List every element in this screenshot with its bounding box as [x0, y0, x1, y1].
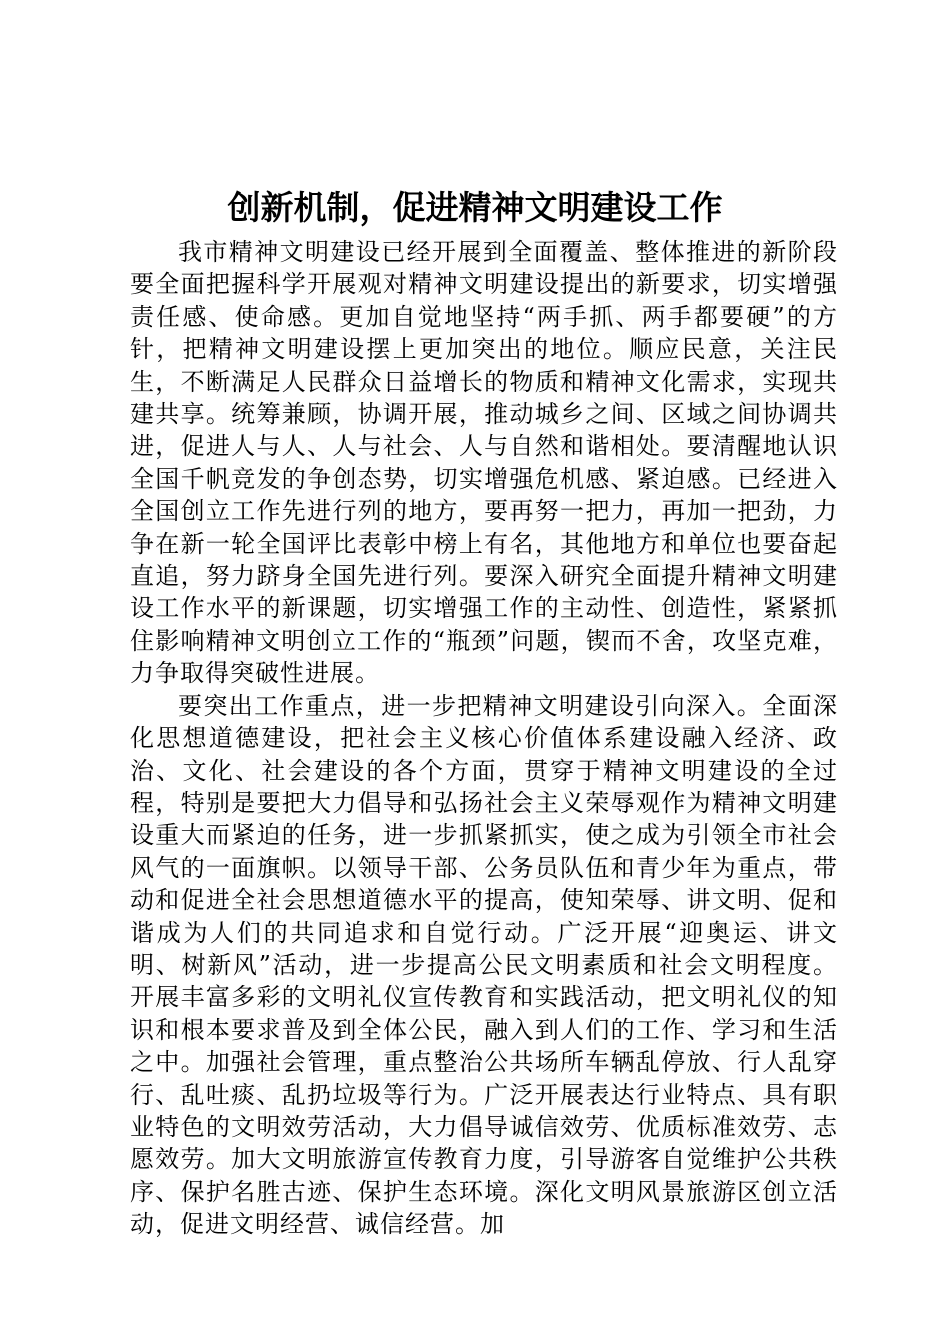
document-body — [130, 236, 838, 1241]
paragraph-1: 我市精神文明建设已经开展到全面覆盖、整体推进的新阶段要全面把握科学开展观对精神文明建设提出的新要求，切实增强责任感、使命感。更加自觉地坚持“两手抓、两手都要硬”的方针，把精神文明建设摆上更加突出的地位。顺应民意，关注民生，不断满足人民群众日益增长的物质和精神文化需求，实现共建共享。统筹兼顾，协调开展，推动城乡之间、区域之间协调共进，促进人与人、人与社会、人与自然和谐相处。要清醒地认识全国千帆竞发的争创态势，切实增强危机感、紧迫感。已经进入全国创立工作先进行列的地方，要再努一把力，再加一把劲，力争在新一轮全国评比表彰中榜上有名，其他地方和单位也要奋起直追，努力跻身全国先进行列。要深入研究全面提升精神文明建设工作水平的新课题，切实增强工作的主动性、创造性，紧紧抓住影响精神文明创立工作的“瓶颈”问题，锲而不舍，攻坚克难，力争取得突破性进展。 — [130, 238, 838, 688]
paragraph-2: 要突出工作重点，进一步把精神文明建设引向深入。全面深化思想道德建设，把社会主义核心价值体系建设融入经济、政治、文化、社会建设的各个方面，贯穿于精神文明建设的全过程，特别是要把大力倡导和弘扬社会主义荣辱观作为精神文明建设重大而紧迫的任务，进一步抓紧抓实，使之成为引领全市社会风气的一面旗帜。以领导干部、公务员队伍和青少年为重点，带动和促进全社会思想道德水平的提高，使知荣辱、讲文明、促和谐成为人们的共同追求和自觉行动。广泛开展“迎奥运、讲文明、树新风”活动，进一步提高公民文明素质和社会文明程度。开展丰富多彩的文明礼仪宣传教育和实践活动，把文明礼仪的知识和根本要求普及到全体公民，融入到人们的工作、学习和生活之中。加强社会管理，重点整治公共场所车辆乱停放、行人乱穿行、乱吐痰、乱扔垃圾等行为。广泛开展表达行业特点、具有职业特色的文明效劳活动，大力倡导诚信效劳、优质标准效劳、志愿效劳。加大文明旅游宣传教育力度，引导游客自觉维护公共秩序、保护名胜古迹、保护生态环境。深化文明风景旅游区创立活动，促进文明经营、诚信经营。加 — [130, 691, 838, 1239]
document-title: 创新机制，促进精神文明建设工作 — [227, 188, 723, 227]
